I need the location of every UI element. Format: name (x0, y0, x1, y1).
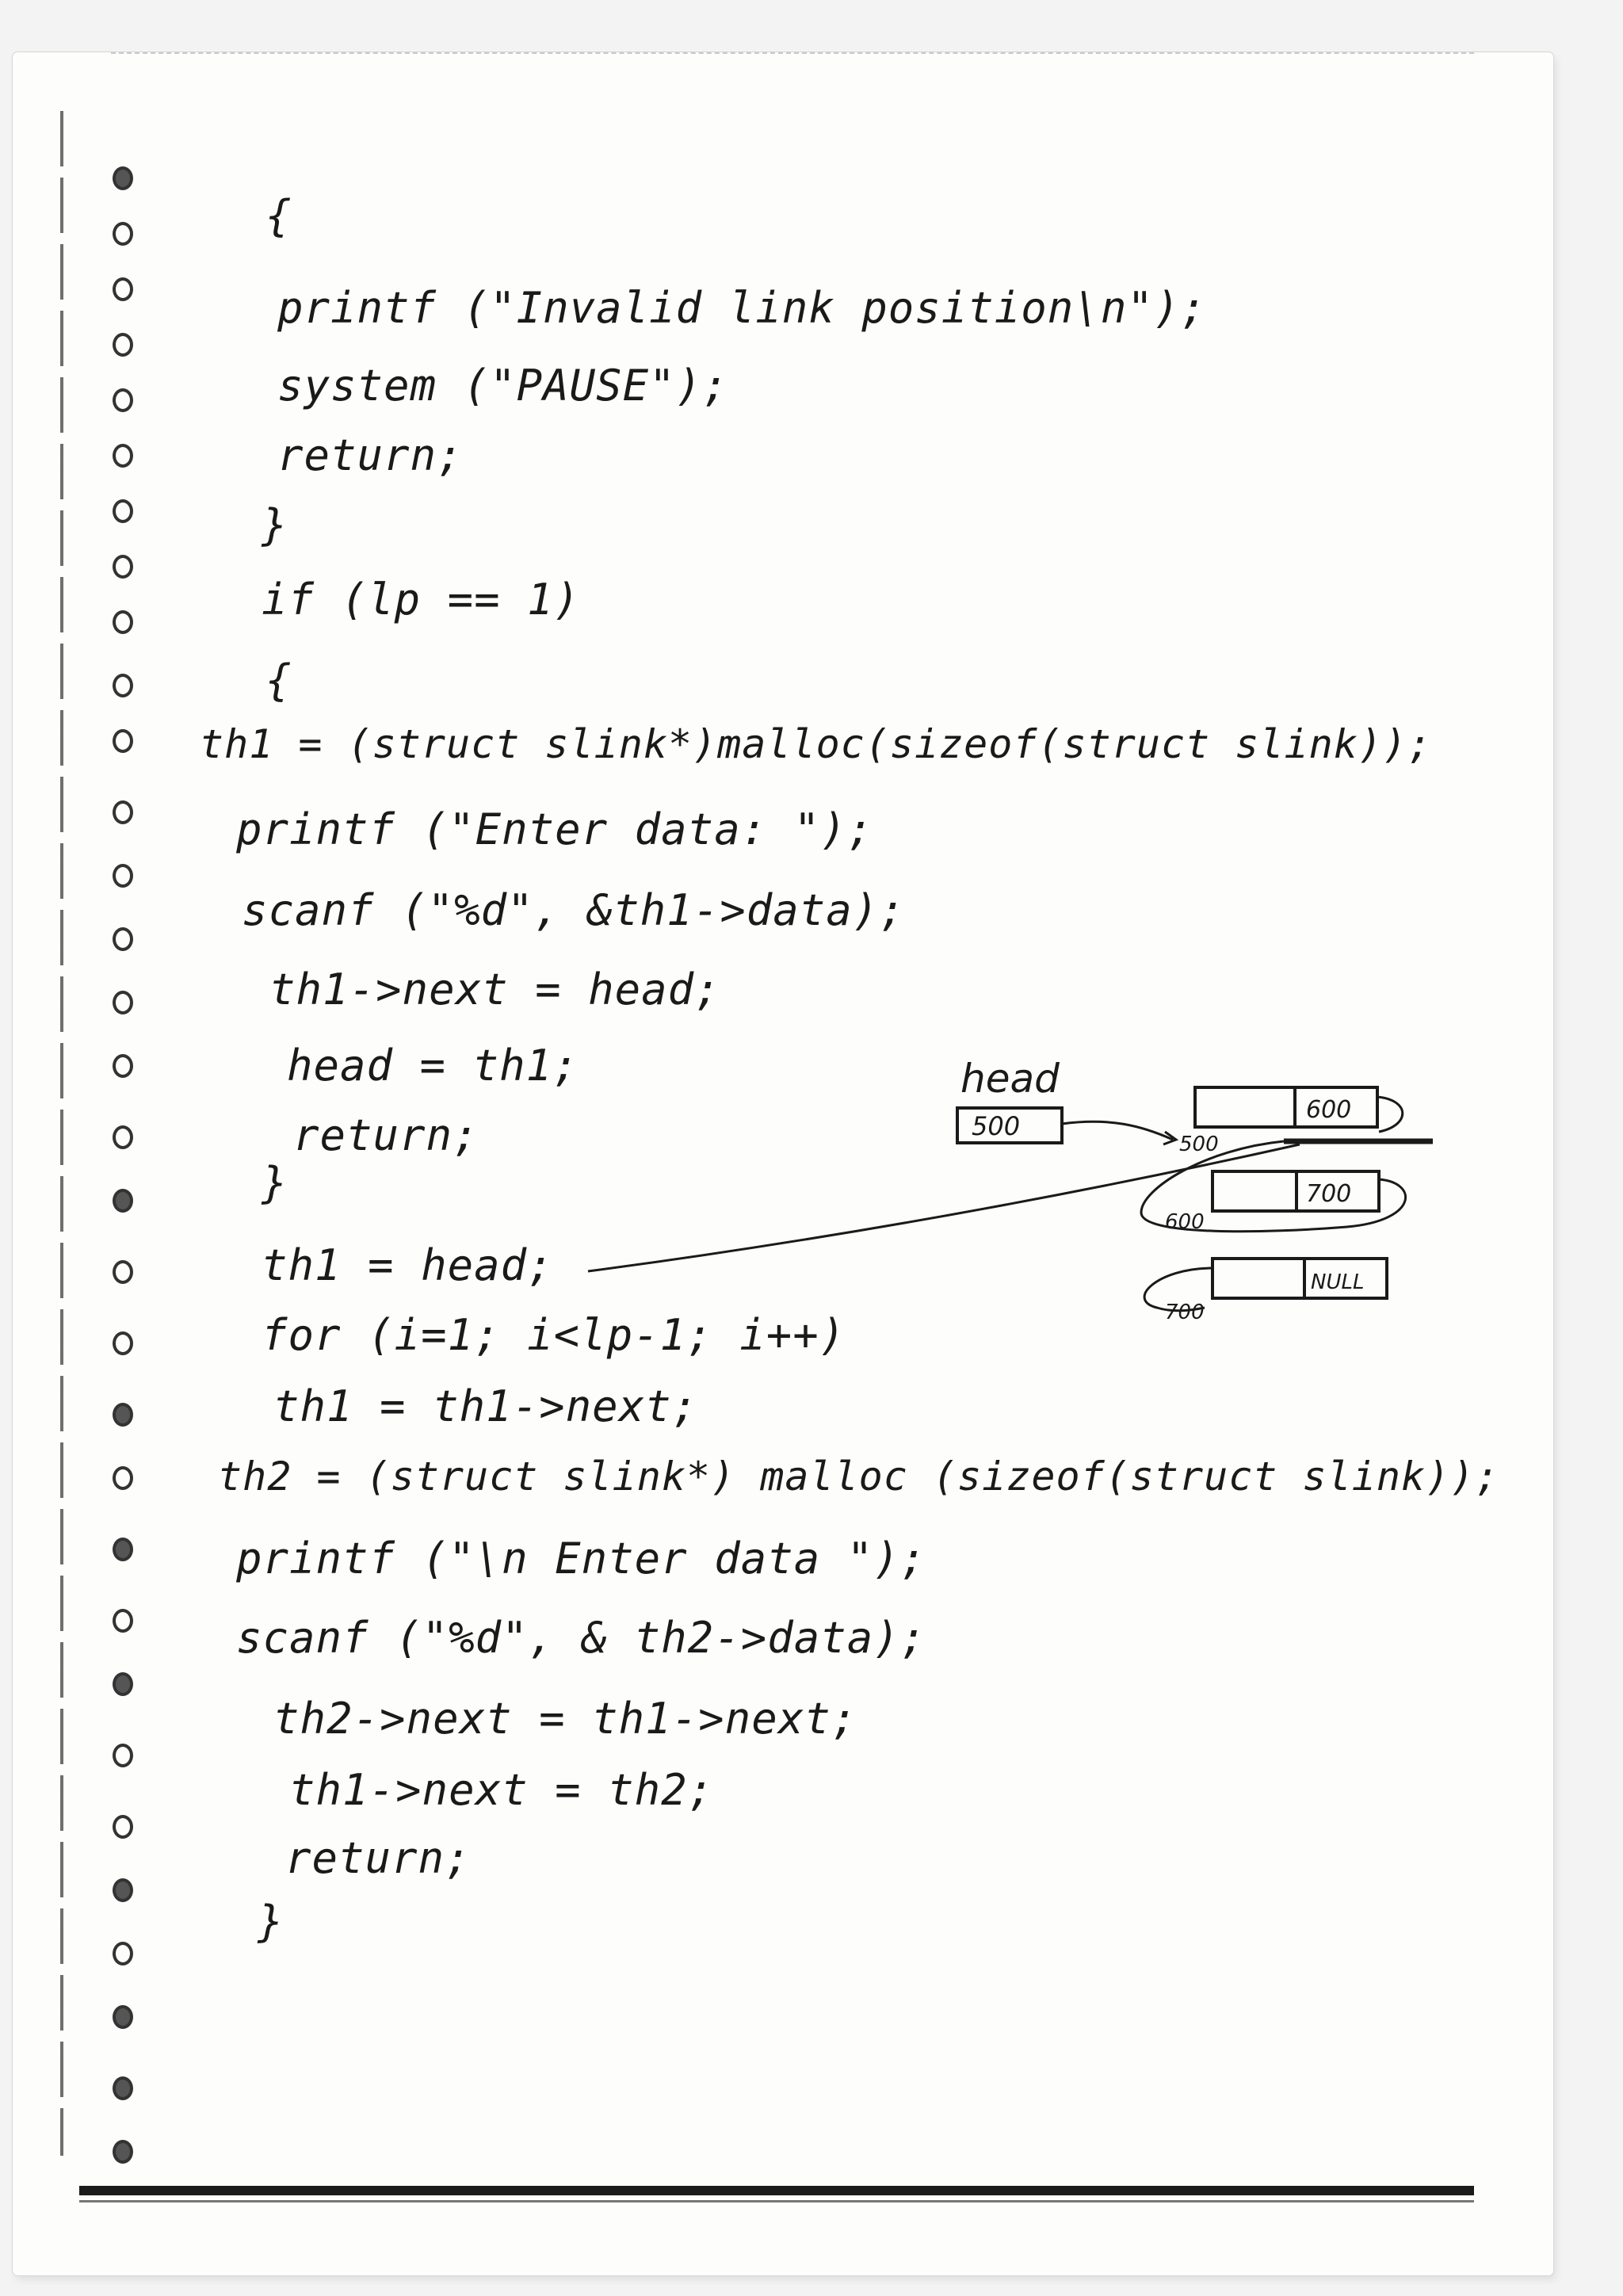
node1-link (1377, 1097, 1403, 1132)
head-value: 500 (972, 1111, 1021, 1141)
code-line: th1->next = head; (269, 965, 721, 1014)
code-line: } (258, 1897, 285, 1946)
code-line: scanf ("%d", & th2->data); (236, 1613, 927, 1663)
code-line: th1 = th1->next; (273, 1381, 699, 1431)
code-line: th2 = (struct slink*) malloc (sizeof(struct slink)); (218, 1454, 1500, 1499)
head-arrow (1062, 1121, 1173, 1140)
code-line: printf ("\n Enter data "); (236, 1534, 927, 1584)
code-line: printf ("Invalid link position\n"); (277, 283, 1207, 333)
code-line: if (lp == 1) (262, 575, 581, 625)
code-line: th2->next = th1->next; (273, 1694, 858, 1744)
code-line: return; (293, 1110, 479, 1160)
code-line: { (265, 191, 292, 241)
code-line: scanf ("%d", &th1->data); (242, 885, 906, 935)
node1-next: 600 (1306, 1096, 1352, 1124)
node3-address: 700 (1165, 1301, 1205, 1324)
node1-address: 500 (1179, 1133, 1219, 1156)
code-line: system ("PAUSE"); (277, 361, 729, 411)
node2-next: 700 (1306, 1180, 1352, 1208)
code-line: return; (277, 430, 464, 480)
code-line: th1 = head; (262, 1240, 554, 1290)
code-line: head = th1; (287, 1041, 579, 1091)
code-line: } (262, 500, 288, 550)
node3-next: NULL (1311, 1270, 1365, 1294)
th1-pointer-line (588, 1144, 1300, 1271)
code-line: } (262, 1158, 288, 1208)
head-label: head (960, 1056, 1060, 1102)
code-line: for (i=1; i<lp-1; i++) (262, 1310, 846, 1360)
code-line: return; (285, 1833, 472, 1883)
node2-address: 600 (1165, 1210, 1205, 1234)
code-line: th1 = (struct slink*)malloc(sizeof(struct slink)); (200, 721, 1433, 767)
code-line: th1->next = th2; (289, 1765, 715, 1815)
code-line: { (265, 655, 292, 705)
code-line: printf ("Enter data: "); (236, 804, 874, 854)
